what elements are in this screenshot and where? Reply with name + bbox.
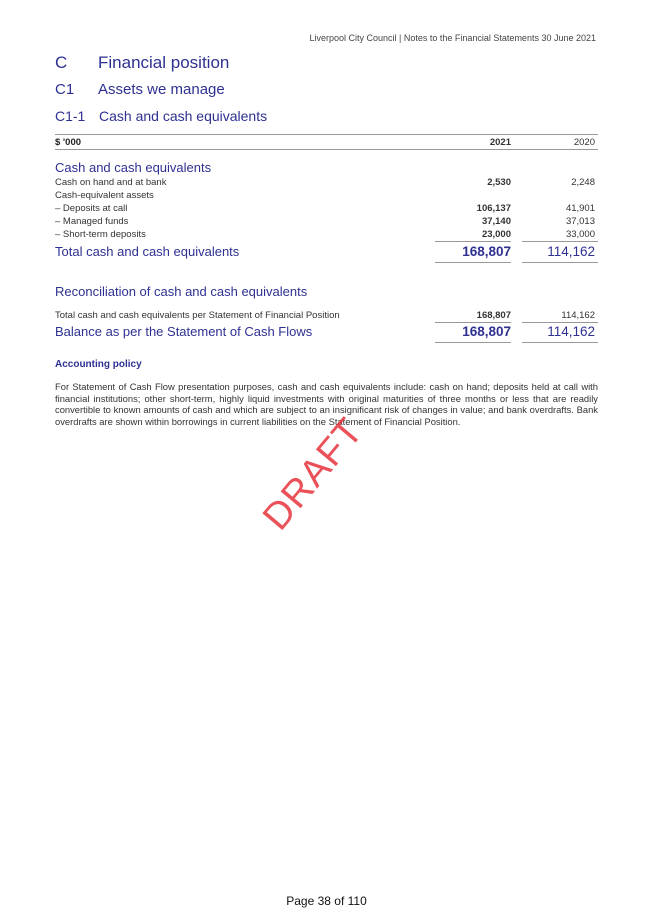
section-title: Financial position [98, 53, 230, 72]
subtotal-rule [435, 241, 511, 242]
table-row: – Deposits at call 106,137 41,901 [55, 203, 595, 214]
subsection-title: Assets we manage [98, 81, 225, 98]
table-row: – Short-term deposits 23,000 33,000 [55, 229, 598, 242]
header-note: Liverpool City Council | Notes to the Financial Statements 30 June 2021 [309, 33, 596, 43]
table-row: Cash on hand and at bank 2,530 2,248 [55, 177, 595, 188]
note-title: Cash and cash equivalents [99, 108, 268, 124]
section-heading [55, 53, 229, 73]
draft-watermark: DRAFT [255, 410, 372, 539]
balance-row: Balance as per the Statement of Cash Flows 168,807 114,162 [55, 324, 598, 342]
section-number: C [55, 53, 68, 72]
table-header [55, 134, 598, 150]
note-heading [55, 108, 267, 124]
col-prior-header: 2020 [573, 137, 595, 148]
policy-text: For Statement of Cash Flow presentation purposes, cash and cash equivalents include: cash on hand; deposits held at call with financial institutions; other short-term, highly liquid investments with original maturities of three months or less that are readily convertible to known amounts of cash and which are subject to an insignificant risk of changes in value; and bank overdrafts. Bank overdrafts are shown within borrowings in current liabilities on the Statement of Financial Position. [55, 381, 598, 427]
group-title: Cash and cash equivalents [55, 160, 212, 175]
total-rule [522, 342, 598, 343]
subsection-number: C1 [55, 81, 75, 98]
table-row: Total cash and cash equivalents per Statement of Financial Position 168,807 114,162 [55, 310, 598, 323]
col-current-header: 2021 [489, 137, 511, 148]
total-row: Total cash and cash equivalents 168,807 114,162 [55, 244, 598, 262]
subsection-heading [55, 81, 225, 98]
total-rule [435, 262, 511, 263]
total-rule [435, 342, 511, 343]
page-footer: Page 38 of 110 [286, 894, 367, 908]
subtotal-rule [522, 241, 598, 242]
cash-table [55, 160, 598, 262]
policy-title: Accounting policy [55, 359, 142, 370]
subtotal-rule [435, 322, 511, 323]
note-number: C1-1 [55, 108, 86, 124]
subtotal-rule [522, 322, 598, 323]
unit-label: $ '000 [55, 137, 82, 148]
total-rule [522, 262, 598, 263]
table-row: Cash-equivalent assets [55, 190, 154, 201]
reconciliation-title: Reconciliation of cash and cash equivalents [55, 284, 308, 299]
table-row: – Managed funds 37,140 37,013 [55, 216, 595, 227]
reconciliation-table [55, 284, 598, 342]
